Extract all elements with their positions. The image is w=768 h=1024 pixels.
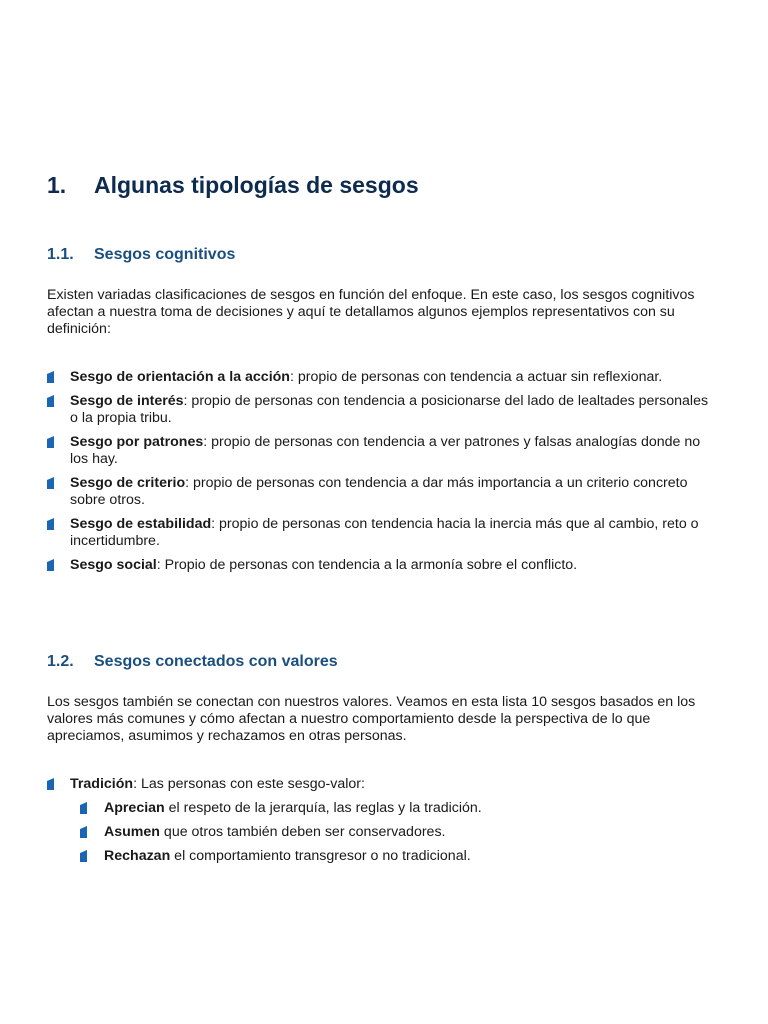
value-sublist bbox=[70, 800, 717, 865]
bias-term: Sesgo de orientación a la acción bbox=[70, 369, 290, 385]
bullet-icon bbox=[80, 802, 87, 814]
value-definition: : Las personas con este sesgo-valor: bbox=[133, 776, 365, 792]
subsection-title: Sesgos conectados con valores bbox=[94, 653, 338, 670]
sub-text: el respeto de la jerarquía, las reglas y la tradición. bbox=[164, 800, 482, 816]
bullet-icon bbox=[47, 436, 54, 448]
list-item bbox=[47, 475, 717, 509]
bias-term: Sesgo social bbox=[70, 557, 157, 573]
sublist-item bbox=[80, 800, 717, 817]
bias-definition: : propio de personas con tendencia hacia la inercia más que al cambio, reto o incertidumbre. bbox=[70, 516, 699, 549]
section-heading bbox=[47, 172, 419, 199]
bullet-icon bbox=[47, 477, 54, 489]
subsection-number: 1.2. bbox=[47, 653, 74, 670]
bias-definition: : propio de personas con tendencia a ver patrones y falsas analogías donde no los hay. bbox=[70, 434, 701, 467]
bias-term: Sesgo de criterio bbox=[70, 475, 186, 491]
subsection-heading-cognitive bbox=[47, 246, 235, 264]
sub-text: el comportamiento transgresor o no tradicional. bbox=[170, 848, 471, 864]
list-item bbox=[47, 369, 717, 386]
bias-definition: : propio de personas con tendencia a dar más importancia a un criterio concreto sobre otros. bbox=[70, 475, 688, 508]
bullet-icon bbox=[47, 518, 54, 530]
sub-text: que otros también deben ser conservadores. bbox=[159, 824, 446, 840]
subsection-title: Sesgos cognitivos bbox=[94, 246, 236, 263]
sublist-item bbox=[80, 848, 717, 865]
bias-term: Sesgo de estabilidad bbox=[70, 516, 212, 532]
bias-term: Sesgo por patrones bbox=[70, 434, 204, 450]
cognitive-intro-paragraph: Existen variadas clasificaciones de sesgos en función del enfoque. En este caso, los sesgos cognitivos afectan a nuestra toma de decisiones y aquí te detallamos algunos ejemplos representativos con su definición: bbox=[47, 287, 695, 337]
bullet-icon bbox=[47, 395, 54, 407]
sub-term: Aprecian bbox=[104, 800, 165, 816]
section-number: 1. bbox=[47, 172, 67, 198]
list-item bbox=[47, 557, 717, 574]
list-item bbox=[47, 434, 717, 468]
bullet-icon bbox=[80, 850, 87, 862]
list-item bbox=[47, 393, 717, 427]
cognitive-bias-list bbox=[47, 369, 717, 581]
bias-term: Sesgo de interés bbox=[70, 393, 184, 409]
bias-definition: : Propio de personas con tendencia a la armonía sobre el conflicto. bbox=[156, 557, 578, 573]
section-title: Algunas tipologías de sesgos bbox=[94, 172, 419, 198]
subsection-heading-values bbox=[47, 653, 338, 671]
values-intro-paragraph: Los sesgos también se conectan con nuestros valores. Veamos en esta lista 10 sesgos basados en los valores más comunes y cómo afectan a nuestro comportamiento desde la perspectiva de lo que apreciamos, asumimos y rechazamos en otras personas. bbox=[47, 694, 696, 744]
bullet-icon bbox=[47, 371, 54, 383]
subsection-number: 1.1. bbox=[47, 246, 74, 263]
bullet-icon bbox=[47, 559, 54, 571]
bias-definition: : propio de personas con tendencia a posicionarse del lado de lealtades personales o la propia tribu. bbox=[70, 393, 709, 426]
sub-term: Rechazan bbox=[104, 848, 171, 864]
sublist-item bbox=[80, 824, 717, 841]
bullet-icon bbox=[80, 826, 87, 838]
sub-term: Asumen bbox=[104, 824, 160, 840]
list-item bbox=[47, 516, 717, 550]
bullet-icon bbox=[47, 778, 54, 790]
list-item bbox=[47, 776, 717, 865]
values-bias-list bbox=[47, 776, 717, 872]
value-term: Tradición bbox=[70, 776, 134, 792]
bias-definition: : propio de personas con tendencia a actuar sin reflexionar. bbox=[289, 369, 663, 385]
